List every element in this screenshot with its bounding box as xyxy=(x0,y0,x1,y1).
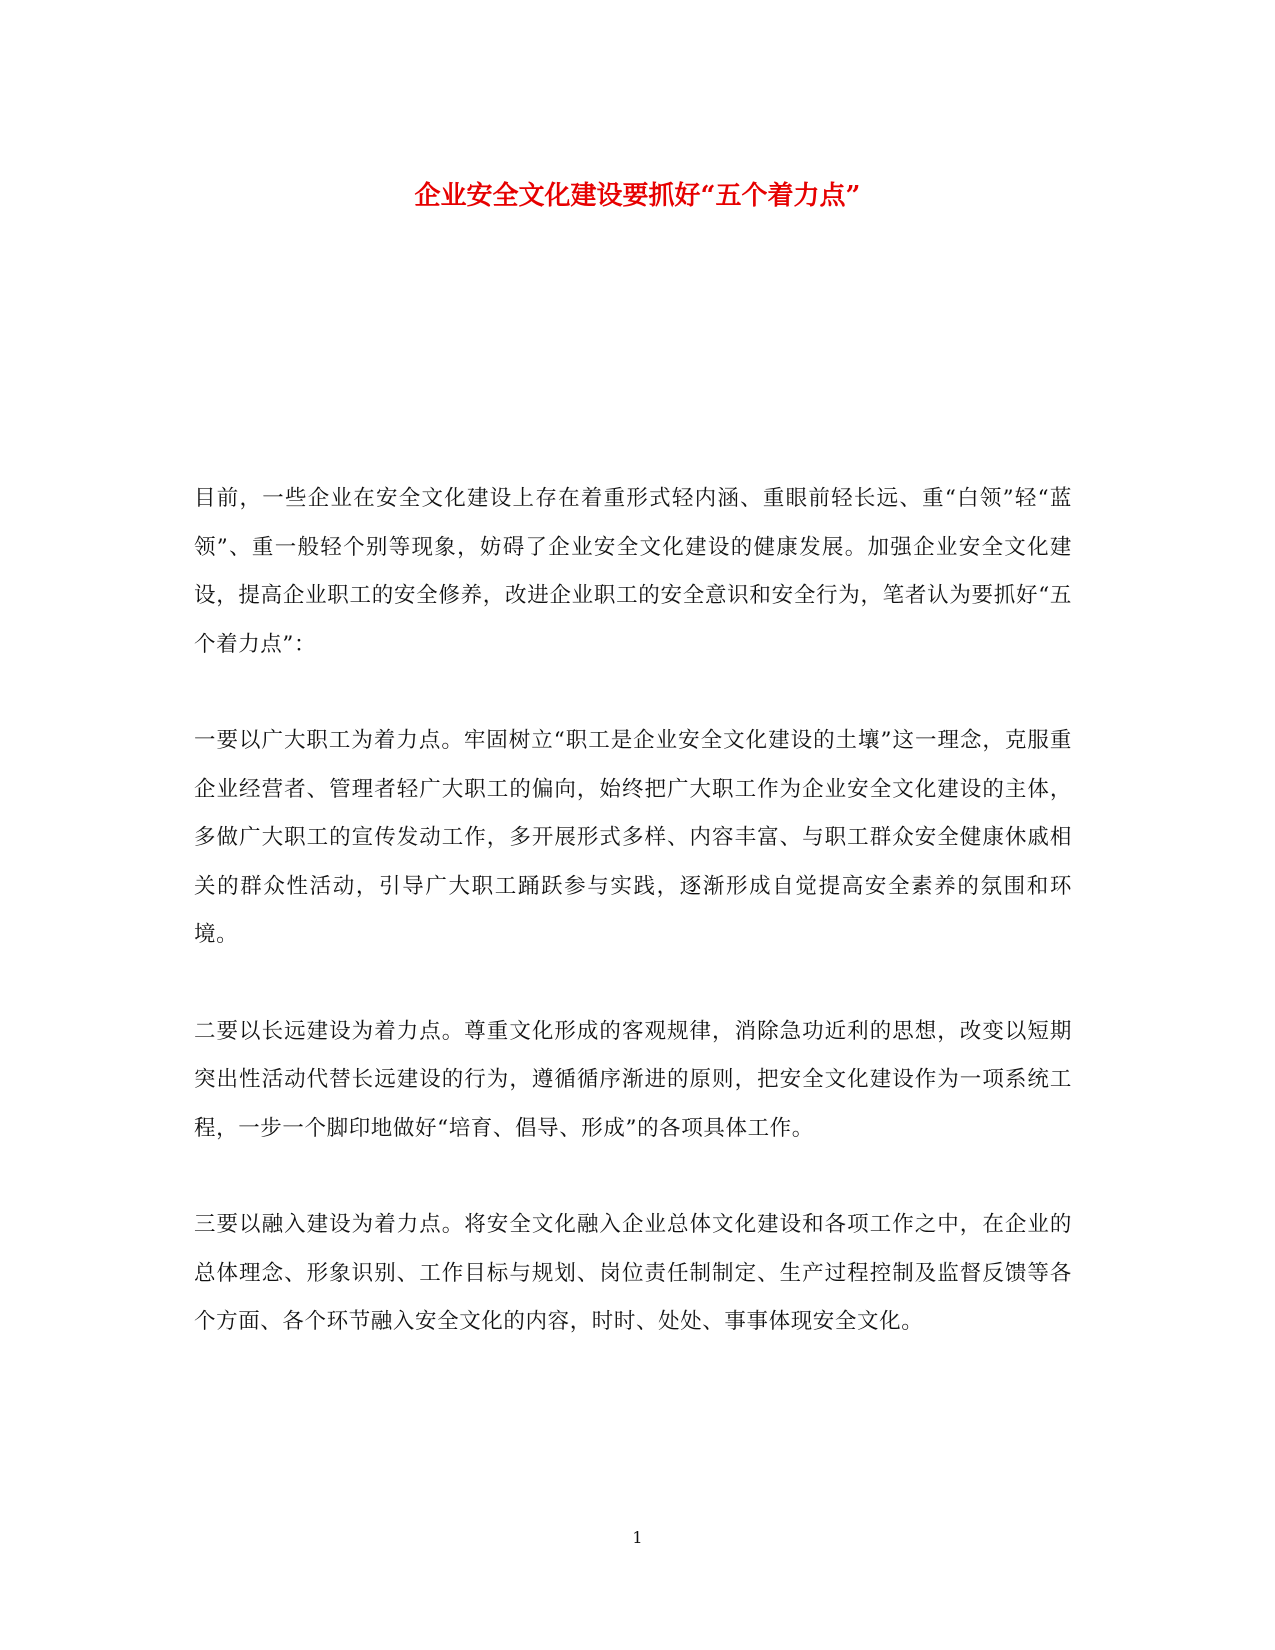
point-one-paragraph: 一要以广大职工为着力点。牢固树立“职工是企业安全文化建设的土壤”这一理念，克服重企业经营者、管理者轻广大职工的偏向，始终把广大职工作为企业安全文化建设的主体，多做广大职工的宣传发动工作，多开展形式多样、内容丰富、与职工群众安全健康休戚相关的群众性活动，引导广大职工踊跃参与实践，逐渐形成自觉提高安全素养的氛围和环境。 xyxy=(194,728,1072,947)
point-three-paragraph: 三要以融入建设为着力点。将安全文化融入企业总体文化建设和各项工作之中，在企业的总体理念、形象识别、工作目标与规划、岗位责任制制定、生产过程控制及监督反馈等各个方面、各个环节融入安全文化的内容，时时、处处、事事体现安全文化。 xyxy=(194,1212,1072,1334)
page-number: 1 xyxy=(632,1528,643,1547)
document-title: 企业安全文化建设要抓好“五个着力点” xyxy=(414,181,861,211)
point-two-paragraph: 二要以长远建设为着力点。尊重文化形成的客观规律，消除急功近利的思想，改变以短期突出性活动代替长远建设的行为，遵循循序渐进的原则，把安全文化建设作为一项系统工程，一步一个脚印地做好“培育、倡导、形成”的各项具体工作。 xyxy=(194,1018,1072,1141)
intro-paragraph: 目前，一些企业在安全文化建设上存在着重形式轻内涵、重眼前轻长远、重“白领”轻“蓝领”、重一般轻个别等现象，妨碍了企业安全文化建设的健康发展。加强企业安全文化建设，提高企业职工的安全修养，改进企业职工的安全意识和安全行为，笔者认为要抓好“五个着力点”： xyxy=(194,486,1072,657)
document-body xyxy=(194,475,1072,1347)
